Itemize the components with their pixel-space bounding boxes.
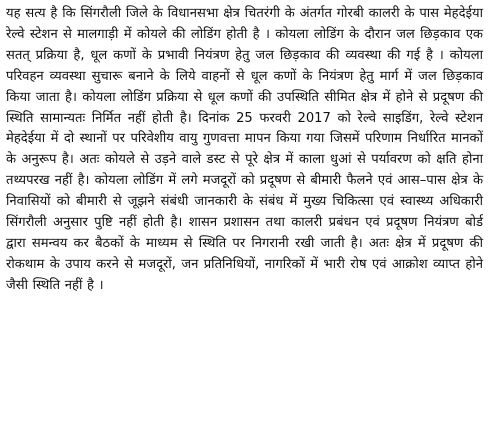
document-paragraph: यह सत्य है कि सिंगरौली जिले के विधानसभा क्षेत्र चितरंगी के अंतर्गत गोरबी कालरी के पास मेहदेईया रेल्वे स्टेशन से मालगाड़ी में कोयले की लोडिंग होती है । कोयला लोडिंग के दौरान जल छिड़काव एक सतत् प्रक्रिया है, धूल कणों के प्रभावी नियंत्रण हेतु जल छिड़काव की व्यवस्था की गई है । कोयला परिवहन व्यवस्था सुचारू बनाने के लिये वाहनों से धूल कणों के नियंत्रण हेतु मार्ग में जल छिड़काव किया जाता है। कोयला लोडिंग प्रक्रिया से धूल कणों की उपस्थिति सीमित क्षेत्र में होने से प्रदूषण की स्थिति सामान्यतः निर्मित नहीं होती है। दिनांक 25 फरवरी 2017 को रेल्वे साइडिंग, रेल्वे स्टेशन मेहदेईया में दो स्थानों पर परिवेशीय वायु गुणवत्ता मापन किया गया जिसमें परिणाम निर्धारित मानकों के अनुरूप है। अतः कोयले से उड़ने वाले डस्ट से पूरे क्षेत्र में काला धुआं से पर्यावरण को क्षति होना तथ्यपरख नहीं है। कोयला लोडिंग में लगे मजदूरों को प्रदूषण से बीमारी फैलने एवं आस–पास क्षेत्र के निवासियों को बीमारी से जूझने संबंधी जानकारी के संबंध में मुख्य चिकित्सा एवं स्वास्थ्य अधिकारी सिंगरौली अनुसार पुष्टि नहीं होती है। शासन प्रशासन तथा कालरी प्रबंधन एवं प्रदूषण नियंत्रण बोर्ड द्वारा समन्वय कर बैठकों के माध्यम से स्थिति पर निगरानी रखी जाती है। अतः क्षेत्र में प्रदूषण की रोकथाम के उपाय करने से मजदूरों, जन प्रतिनिधियों, नागरिकों में भारी रोष एवं आक्रोश व्याप्त होने जैसी स्थिति नहीं है । [6,6,483,293]
